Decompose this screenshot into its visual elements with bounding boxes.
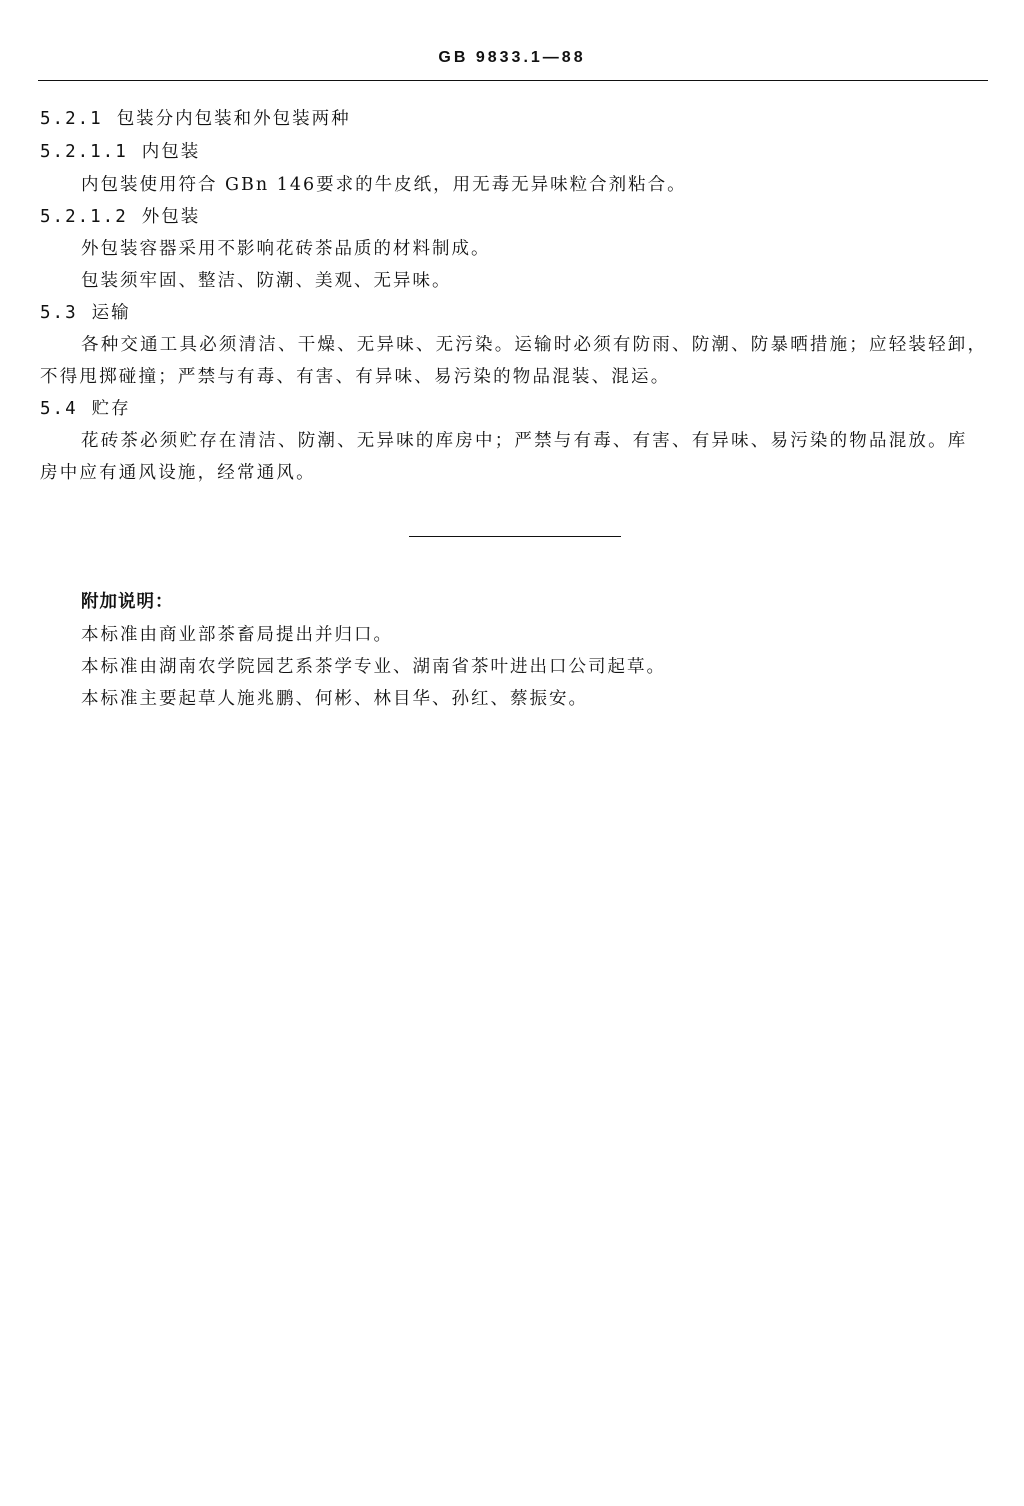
section-5-2-1-1	[40, 141, 200, 163]
notes-line-3: 本标准主要起草人施兆鹏、何彬、林目华、孙红、蔡振安。	[81, 689, 588, 709]
section-number: 5.2.1	[40, 109, 103, 129]
standard-code-header: GB 9833.1—88	[438, 49, 586, 66]
header-divider	[38, 80, 988, 81]
transport-text-line-2: 不得甩掷碰撞；严禁与有毒、有害、有异味、易污染的物品混装、混运。	[40, 367, 671, 387]
additional-notes-title: 附加说明：	[81, 592, 174, 612]
section-title: 内包装	[141, 142, 201, 162]
section-title: 运输	[91, 303, 131, 323]
section-number: 5.4	[40, 399, 78, 419]
section-title: 包装分内包装和外包装两种	[116, 109, 351, 129]
end-of-text-rule	[409, 536, 621, 537]
transport-text-line-1: 各种交通工具必须清洁、干燥、无异味、无污染。运输时必须有防雨、防潮、防暴晒措施；应轻装轻卸，	[81, 335, 988, 355]
section-5-3	[40, 302, 131, 324]
section-title: 贮存	[91, 399, 131, 419]
section-number: 5.2.1.1	[40, 142, 128, 162]
section-title: 外包装	[141, 207, 201, 227]
outer-packaging-text-2: 包装须牢固、整洁、防潮、美观、无异味。	[81, 271, 452, 291]
section-number: 5.3	[40, 303, 78, 323]
section-5-2-1	[40, 108, 351, 130]
section-5-2-1-2	[40, 206, 200, 228]
inner-packaging-text: 内包装使用符合 GBn 146要求的牛皮纸，用无毒无异味粒合剂粘合。	[81, 175, 687, 195]
section-5-4	[40, 398, 131, 420]
notes-line-1: 本标准由商业部茶畜局提出并归口。	[81, 625, 393, 645]
outer-packaging-text-1: 外包装容器采用不影响花砖茶品质的材料制成。	[81, 239, 491, 259]
notes-line-2: 本标准由湖南农学院园艺系茶学专业、湖南省茶叶进出口公司起草。	[81, 657, 666, 677]
storage-text-line-2: 房中应有通风设施，经常通风。	[40, 463, 316, 483]
storage-text-line-1: 花砖茶必须贮存在清洁、防潮、无异味的库房中；严禁与有毒、有害、有异味、易污染的物品混放。库	[81, 431, 968, 451]
section-number: 5.2.1.2	[40, 207, 128, 227]
